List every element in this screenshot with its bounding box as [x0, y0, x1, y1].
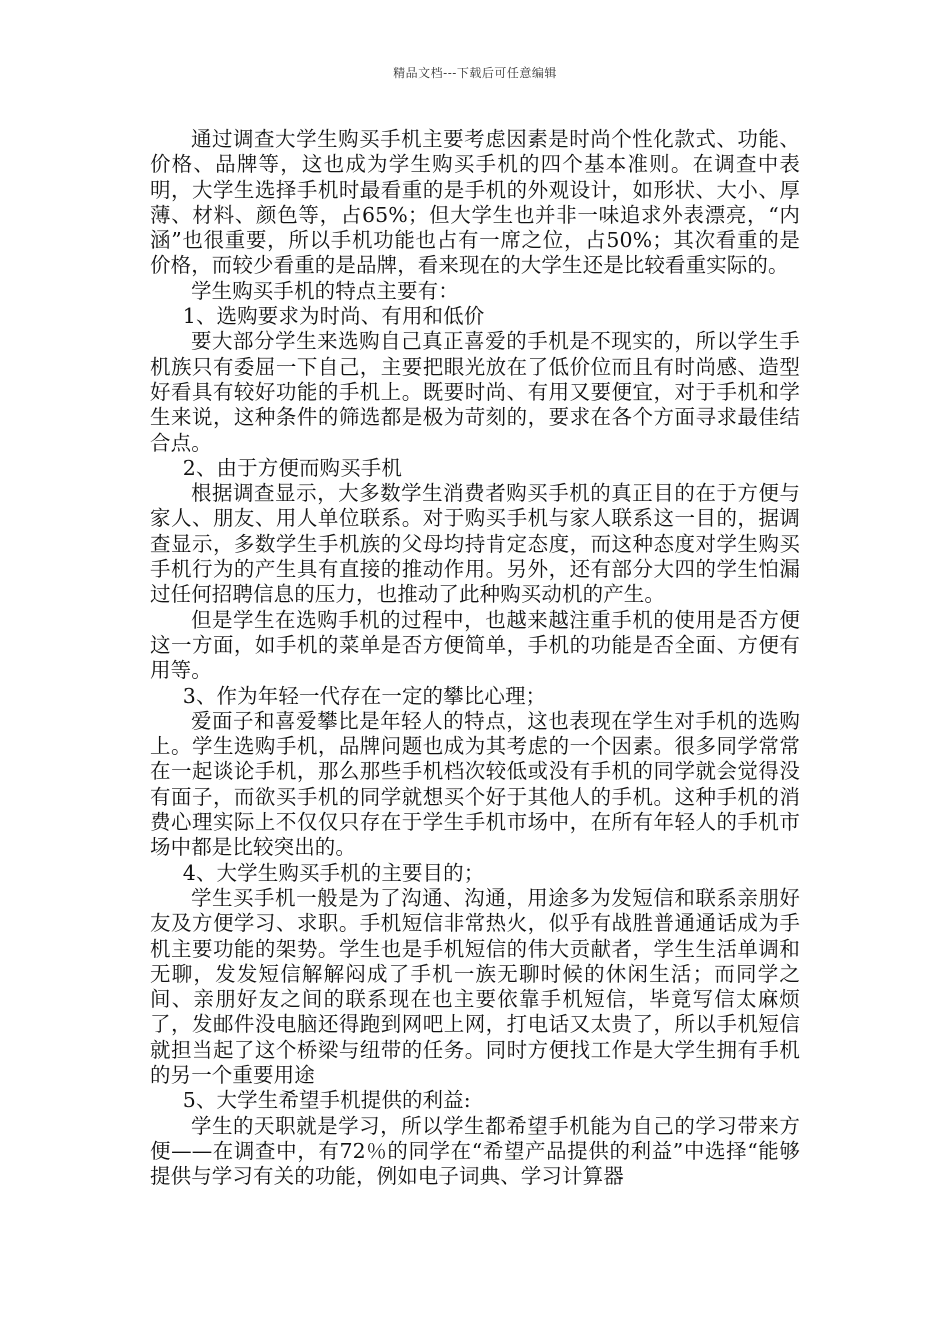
section-heading-3: 3、作为年轻一代存在一定的攀比心理；	[182, 683, 547, 708]
paragraph-section-2a: 根据调查显示，大多数学生消费者购买手机的真正目的在于方便与家人、朋友、用人单位联系。对于购买手机与家人联系这一目的，据调查显示，多数学生手机族的父母均持肯定态度，而这种态度对学生购买手机行为的产生具有直接的推动作用。另外，还有部分大四的学生怕漏过任何招聘信息的压力，也推动了此种购买动机的产生。	[150, 481, 800, 607]
document-body	[150, 127, 800, 1189]
paragraph-intro: 通过调查大学生购买手机主要考虑因素是时尚个性化款式、功能、价格、品牌等，这也成为学生购买手机的四个基本准则。在调查中表明，大学生选择手机时最看重的是手机的外观设计，如形状、大小、厚薄、材料、颜色等，占65%；但大学生也并非一味追求外表漂亮，“内涵”也很重要，所以手机功能也占有一席之位，占50%；其次看重的是价格，而较少看重的是品牌，看来现在的大学生还是比较看重实际的。	[150, 127, 800, 278]
section-heading-1: 1、选购要求为时尚、有用和低价	[182, 304, 485, 329]
paragraph-section-4: 学生买手机一般是为了沟通、沟通，用途多为发短信和联系亲朋好友及方便学习、求职。手机短信非常热火，似乎有战胜普通通话成为手机主要功能的架势。学生也是手机短信的伟大贡献者，学生生活单调和无聊，发发短信解解闷成了手机一族无聊时候的休闲生活；而同学之间、亲朋好友之间的联系现在也主要依靠手机短信，毕竟写信太麻烦了，发邮件没电脑还得跑到网吧上网，打电话又太贵了，所以手机短信就担当起了这个桥梁与纽带的任务。同时方便找工作是大学生拥有手机的另一个重要用途	[150, 885, 800, 1087]
section-heading-4: 4、大学生购买手机的主要目的；	[182, 860, 485, 885]
paragraph-features-lead: 学生购买手机的特点主要有：	[191, 278, 459, 303]
page-header: 精品文档---下载后可任意编辑	[393, 66, 557, 80]
paragraph-section-3: 爱面子和喜爱攀比是年轻人的特点，这也表现在学生对手机的选购上。学生选购手机，品牌问题也成为其考虑的一个因素。很多同学常常在一起谈论手机，那么那些手机档次较低或没有手机的同学就会觉得没有面子，而欲买手机的同学就想买个好于其他人的手机。这种手机的消费心理实际上不仅仅只存在于学生手机市场中，在所有年轻人的手机市场中都是比较突出的。	[150, 708, 800, 860]
section-heading-2: 2、由于方便而购买手机	[182, 455, 402, 480]
paragraph-section-2b: 但是学生在选购手机的过程中，也越来越注重手机的使用是否方便这一方面，如手机的菜单是否方便简单，手机的功能是否全面、方便有用等。	[150, 607, 800, 683]
section-heading-5: 5、大学生希望手机提供的利益:	[182, 1088, 471, 1113]
paragraph-section-1: 要大部分学生来选购自己真正喜爱的手机是不现实的，所以学生手机族只有委屈一下自己，主要把眼光放在了低价位而且有时尚感、造型好看具有较好功能的手机上。既要时尚、有用又要便宜，对于手机和学生来说，这种条件的筛选都是极为苛刻的，要求在各个方面寻求最佳结合点。	[150, 329, 800, 455]
paragraph-section-5: 学生的天职就是学习，所以学生都希望手机能为自己的学习带来方便——在调查中，有72％的同学在“希望产品提供的利益”中选择“能够提供与学习有关的功能，例如电子词典、学习计算器	[150, 1113, 800, 1189]
